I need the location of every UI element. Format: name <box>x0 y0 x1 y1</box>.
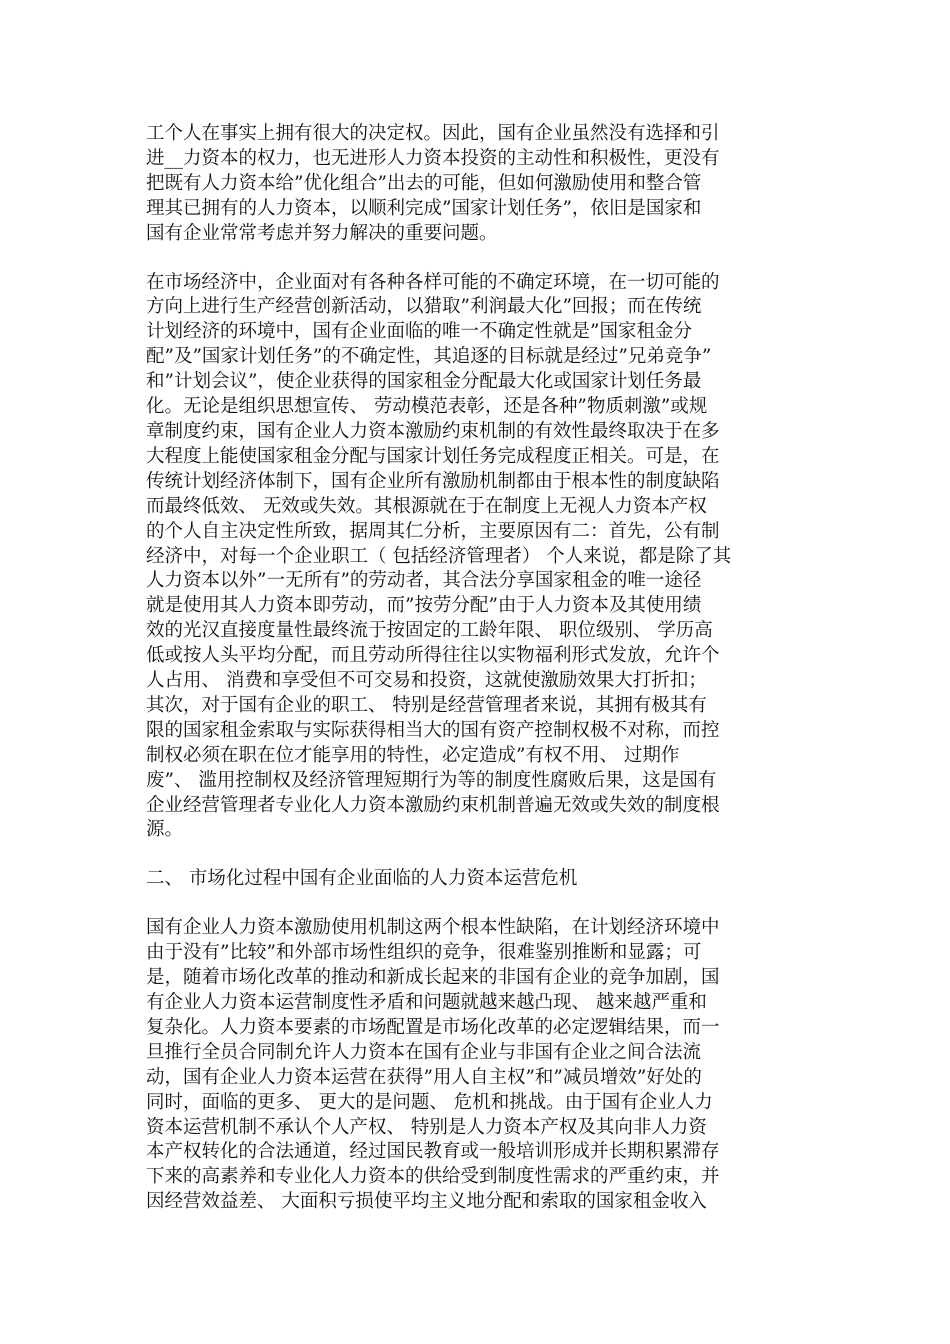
text-line: 复杂化。人力资本要素的市场配置是市场化改革的必定逻辑结果，而一 <box>146 1016 720 1038</box>
paragraph-1 <box>146 122 740 247</box>
text-line: 大程度上能使国家租金分配与国家计划任务完成程度正相关。可是，在 <box>146 445 720 467</box>
text-line: 废”、 滥用控制权及经济管理短期行为等的制度性腐败后果，这是国有 <box>146 769 717 791</box>
text-line: 效的光汉直接度量性最终流于按固定的工龄年限、 职位级别、 学历高 <box>146 620 713 642</box>
text-line: 章制度约束，国有企业人力资本激励约束机制的有效性最终取决于在多 <box>146 420 720 442</box>
text-line: 传统计划经济体制下，国有企业所有激励机制都由于根本性的制度缺陷 <box>146 470 720 492</box>
text-line: 企业经营管理者专业化人力资本激励约束机制普遍无效或失效的制度根 <box>146 794 720 816</box>
text-line: 人占用、 消费和享受但不可交易和投资，这就使激励效果大打折扣； <box>146 670 707 692</box>
text-line: 而最终低效、 无效或失效。其根源就在于在制度上无视人力资本产权 <box>146 495 707 517</box>
text-line: 人力资本以外”一无所有”的劳动者，其合法分享国家租金的唯一途径 <box>146 570 702 592</box>
paragraph-2 <box>146 271 740 844</box>
text-line: 工个人在事实上拥有很大的决定权。因此，国有企业虽然没有选择和引 <box>146 123 720 144</box>
text-line: 方向上进行生产经营创新活动，以猎取”利润最大化”回报；而在传统 <box>146 296 702 318</box>
text-line: 因经营效益差、 大面积亏损使平均主义地分配和索取的国家租金收入 <box>146 1191 707 1213</box>
text-line: 限的国家租金索取与实际获得相当大的国有资产控制权极不对称，而控 <box>146 719 720 741</box>
text-line: 配”及”国家计划任务”的不确定性，其追逐的目标就是经过”兄弟竞争” <box>146 346 712 368</box>
text-line: 其次，对于国有企业的职工、 特别是经营管理者来说，其拥有极其有 <box>146 694 707 716</box>
text-line: 动，国有企业人力资本运营在获得”用人自主权”和”减员增效”好处的 <box>146 1066 702 1088</box>
text-line: 国有企业人力资本激励使用机制这两个根本性缺陷，在计划经济环境中 <box>146 917 720 939</box>
text-line: 化。无论是组织思想宣传、 劳动模范表彰，还是各种”物质刺激”或规 <box>146 396 708 418</box>
text-line: 理其已拥有的人力资本，以顺利完成”国家计划任务”，依旧是国家和 <box>146 197 702 219</box>
text-line: 和”计划会议”，使企业获得的国家租金分配最大化或国家计划任务最 <box>146 371 702 393</box>
section-heading: 二、 市场化过程中国有企业面临的人力资本运营危机 <box>146 868 578 890</box>
text-line: 资本运营机制不承认个人产权、 特别是人力资本产权及其向非人力资 <box>146 1116 707 1138</box>
text-line: 有企业人力资本运营制度性矛盾和问题就越来越凸现、 越来越严重和 <box>146 992 707 1013</box>
paragraph-3 <box>146 916 740 1215</box>
text-line: 同时，面临的更多、 更大的是问题、 危机和挑战。由于国有企业人力 <box>146 1091 713 1113</box>
text-line: 经济中，对每一个企业职工（ 包括经济管理者） 个人来说，都是除了其 <box>146 545 732 567</box>
text-line: 在市场经济中，企业面对有各种各样可能的不确定环境，在一切可能的 <box>146 271 720 293</box>
document-body <box>146 122 740 1239</box>
text-line: 进__力资本的权力，也无进形人力资本投资的主动性和积极性，更没有 <box>146 147 720 169</box>
text-line: 由于没有”比较”和外部市场性组织的竞争，很难鉴别推断和显露；可 <box>146 942 702 964</box>
text-line: 制权必须在职在位才能享用的特性，必定造成”有权不用、 过期作 <box>146 744 680 766</box>
text-line: 源。 <box>146 819 184 841</box>
text-line: 的个人自主决定性所致，据周其仁分析，主要原因有二：首先，公有制 <box>146 520 720 542</box>
text-line: 下来的高素养和专业化人力资本的供给受到制度性需求的严重约束，并 <box>146 1166 720 1188</box>
text-line: 低或按人头平均分配，而且劳动所得往往以实物福利形式发放，允许个 <box>146 645 720 667</box>
text-line: 国有企业常常考虑并努力解决的重要问题。 <box>146 222 498 244</box>
text-line: 把既有人力资本给”优化组合”出去的可能，但如何激励使用和整合管 <box>146 172 702 194</box>
text-line: 计划经济的环境中，国有企业面临的唯一不确定性就是”国家租金分 <box>146 321 692 343</box>
text-line: 旦推行全员合同制允许人力资本在国有企业与非国有企业之间合法流 <box>146 1041 702 1063</box>
text-line: 本产权转化的合法通道，经过国民教育或一般培训形成并长期积累滞存 <box>146 1141 720 1163</box>
text-line: 是，随着市场化改革的推动和新成长起来的非国有企业的竞争加剧，国 <box>146 967 720 989</box>
text-line: 就是使用其人力资本即劳动，而”按劳分配”由于人力资本及其使用绩 <box>146 595 702 617</box>
